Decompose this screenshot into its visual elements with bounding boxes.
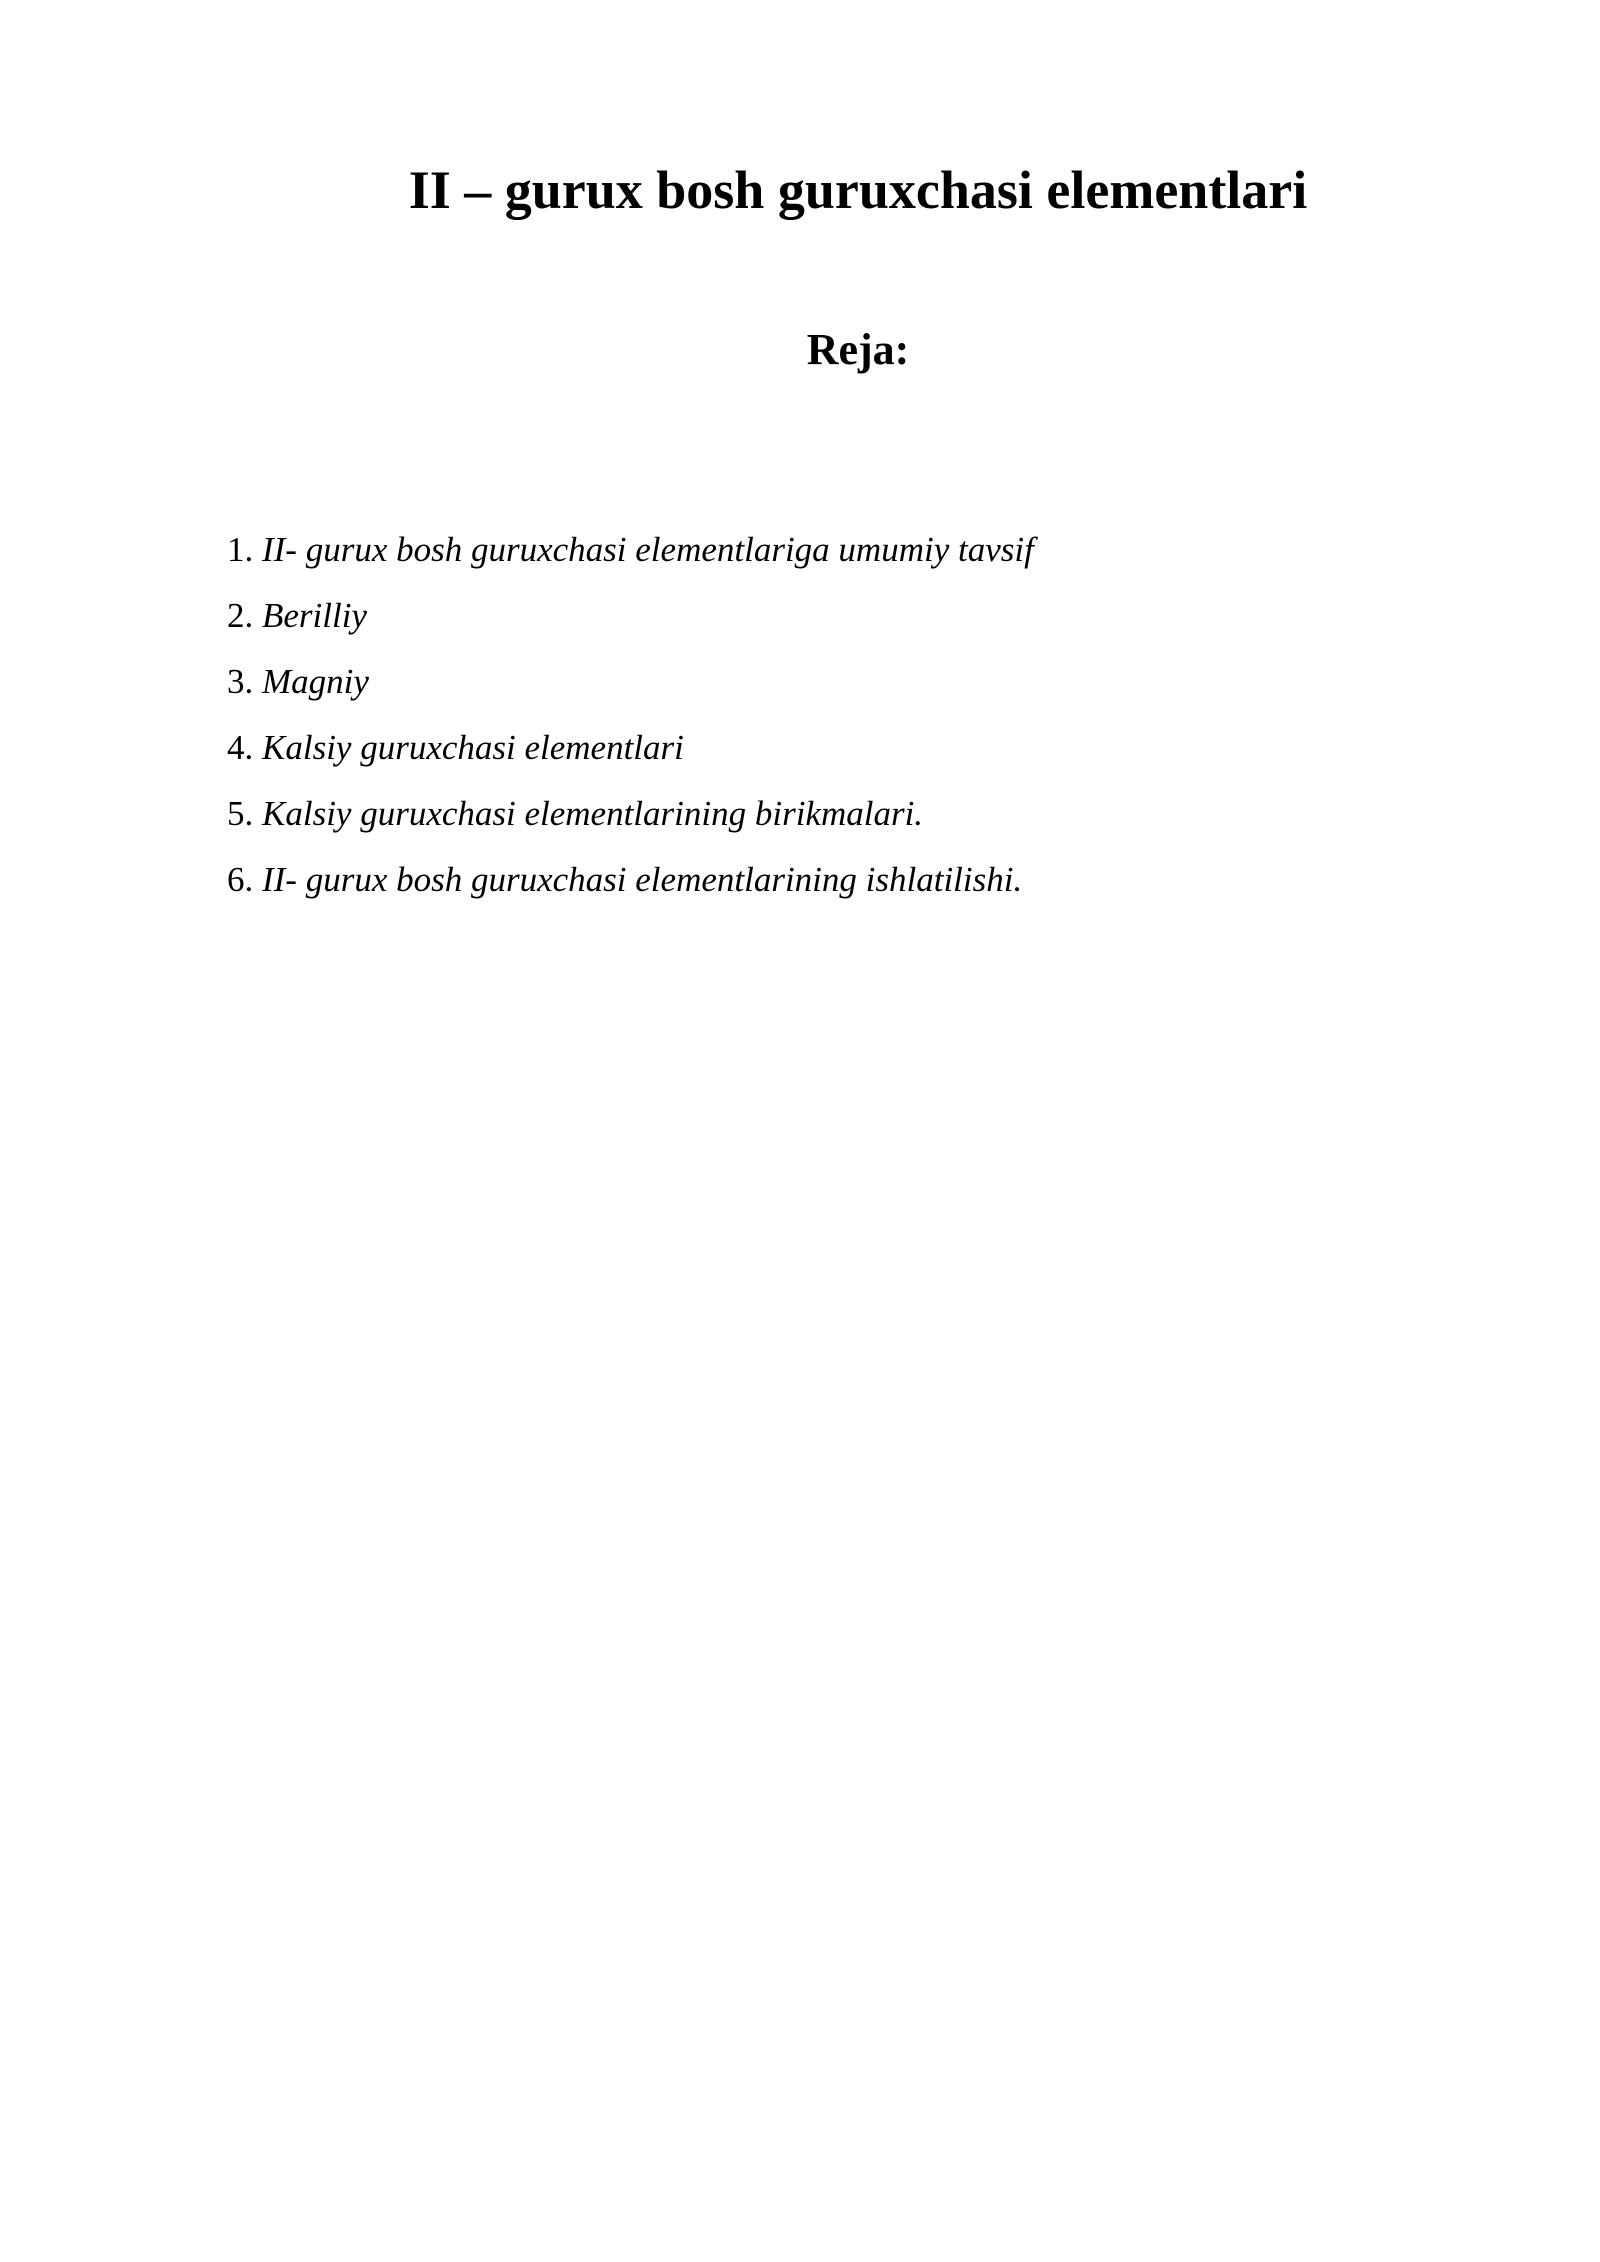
plan-item-number: 5. bbox=[227, 794, 254, 833]
plan-item-6 bbox=[227, 858, 1427, 924]
page-title: II – gurux bosh guruxchasi elementlari bbox=[408, 160, 1308, 220]
plan-item-text: Magniy bbox=[262, 662, 369, 701]
plan-item-3 bbox=[227, 660, 1427, 726]
plan-item-text: II- gurux bosh guruxchasi elementlarining ishlatilishi. bbox=[262, 860, 1023, 899]
plan-heading: Reja: bbox=[806, 325, 910, 374]
plan-item-1 bbox=[227, 528, 1427, 594]
plan-item-number: 1. bbox=[227, 530, 254, 569]
plan-item-number: 6. bbox=[227, 860, 254, 899]
plan-item-number: 3. bbox=[227, 662, 254, 701]
plan-item-number: 4. bbox=[227, 728, 254, 767]
plan-item-4 bbox=[227, 726, 1427, 792]
plan-item-text: Kalsiy guruxchasi elementlari bbox=[262, 728, 684, 767]
plan-item-text: II- gurux bosh guruxchasi elementlariga umumiy tavsif bbox=[262, 530, 1034, 569]
plan-item-5 bbox=[227, 792, 1427, 858]
plan-item-text: Kalsiy guruxchasi elementlarining birikmalari. bbox=[262, 794, 924, 833]
plan-list bbox=[227, 528, 1427, 924]
plan-item-number: 2. bbox=[227, 596, 254, 635]
plan-item-2 bbox=[227, 594, 1427, 660]
plan-item-text: Berilliy bbox=[262, 596, 367, 635]
